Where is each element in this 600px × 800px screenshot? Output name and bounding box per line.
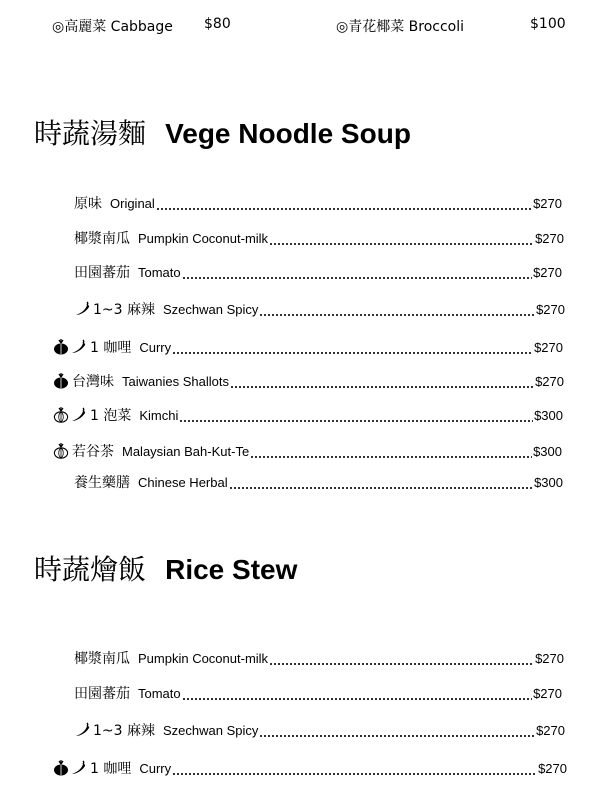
dot-leader [259, 719, 535, 741]
menu-item-row [90, 757, 567, 779]
item-name-en: Tomato [138, 685, 181, 701]
item-name-en: Original [110, 195, 155, 211]
chili-pepper-icon [70, 338, 88, 356]
section-title-en: Vege Noodle Soup [165, 118, 411, 149]
onion-outline-icon [52, 442, 70, 460]
chili-pepper-icon [74, 721, 92, 739]
section-title-zh: 時蔬湯麵 [34, 117, 147, 150]
item-icons [74, 300, 92, 318]
item-icons [52, 338, 88, 356]
item-icons [52, 442, 70, 460]
item-price: $270 [535, 230, 564, 246]
item-icons [52, 406, 88, 424]
item-name-en: Szechwan Spicy [163, 722, 259, 738]
item-price: $270 [536, 722, 565, 738]
item-price: $270 [535, 373, 564, 389]
section-title-zh: 時蔬燴飯 [34, 553, 147, 586]
menu-item-row [90, 404, 563, 426]
item-name-zh: 田園蕃茄 [74, 686, 130, 702]
item-name-zh: 若谷茶 [72, 444, 114, 460]
dot-leader [156, 192, 532, 214]
item-name-en: Tomato [138, 264, 181, 280]
dot-leader [229, 471, 533, 493]
top-item-broccoli [336, 16, 566, 36]
item-name-en: Malaysian Bah-Kut-Te [122, 443, 250, 459]
menu-item-row [74, 471, 563, 493]
dot-leader [172, 336, 533, 358]
top-item-cabbage [52, 16, 231, 36]
onion-solid-icon [52, 338, 70, 356]
menu-item-row [72, 370, 564, 392]
item-price: $300 [534, 407, 563, 423]
onion-outline-icon [52, 406, 70, 424]
onion-solid-icon [52, 759, 70, 777]
dot-leader [182, 261, 532, 283]
item-label: ◎青花椰菜 Broccoli [336, 19, 465, 35]
item-icons [52, 759, 88, 777]
item-name-en: Curry [139, 760, 172, 776]
item-name-zh: 1~3 麻辣 [93, 302, 155, 318]
item-price: $80 [204, 16, 231, 32]
section-title-noodle-soup [34, 112, 411, 152]
chili-pepper-icon [70, 759, 88, 777]
item-name-zh: 台灣味 [72, 374, 114, 390]
item-price: $270 [535, 650, 564, 666]
item-name-en: Taiwanies Shallots [122, 373, 229, 389]
item-name-zh: 1 泡菜 [90, 408, 132, 424]
menu-item-row [74, 647, 564, 669]
item-name-zh: 1~3 麻辣 [93, 723, 155, 739]
menu-item-row [74, 682, 562, 704]
chili-pepper-icon [70, 406, 88, 424]
menu-item-row [74, 227, 564, 249]
menu-item-row [74, 261, 562, 283]
item-name-en: Curry [139, 339, 172, 355]
dot-leader [269, 227, 534, 249]
item-name-zh: 養生藥膳 [74, 475, 130, 491]
menu-item-row [93, 719, 565, 741]
dot-leader [250, 440, 532, 462]
item-name-en: Chinese Herbal [138, 474, 228, 490]
dot-leader [259, 298, 535, 320]
dot-leader [182, 682, 532, 704]
dot-leader [172, 757, 537, 779]
item-price: $270 [533, 685, 562, 701]
item-price: $270 [533, 264, 562, 280]
menu-item-row [72, 440, 562, 462]
item-name-zh: 椰漿南瓜 [74, 651, 130, 667]
section-title-en: Rice Stew [165, 554, 298, 585]
section-title-rice-stew [34, 548, 297, 588]
item-name-zh: 椰漿南瓜 [74, 231, 130, 247]
item-name-zh: 田園蕃茄 [74, 265, 130, 281]
onion-solid-icon [52, 372, 70, 390]
menu-item-row [93, 298, 565, 320]
menu-item-row [74, 192, 562, 214]
dot-leader [269, 647, 534, 669]
item-name-en: Kimchi [139, 407, 179, 423]
item-name-en: Szechwan Spicy [163, 301, 259, 317]
item-name-en: Pumpkin Coconut-milk [138, 230, 269, 246]
item-price: $270 [536, 301, 565, 317]
item-price: $300 [533, 443, 562, 459]
item-price: $300 [534, 474, 563, 490]
dot-leader [230, 370, 534, 392]
chili-pepper-icon [74, 300, 92, 318]
item-icons [52, 372, 70, 390]
dot-leader [179, 404, 533, 426]
item-price: $100 [530, 16, 566, 32]
item-icons [74, 721, 92, 739]
item-name-zh: 原味 [74, 196, 102, 212]
item-price: $270 [534, 339, 563, 355]
item-price: $270 [533, 195, 562, 211]
item-price: $270 [538, 760, 567, 776]
item-name-zh: 1 咖哩 [90, 761, 132, 777]
item-label: ◎高麗菜 Cabbage [52, 19, 173, 35]
menu-item-row [90, 336, 563, 358]
item-name-zh: 1 咖哩 [90, 340, 132, 356]
item-name-en: Pumpkin Coconut-milk [138, 650, 269, 666]
